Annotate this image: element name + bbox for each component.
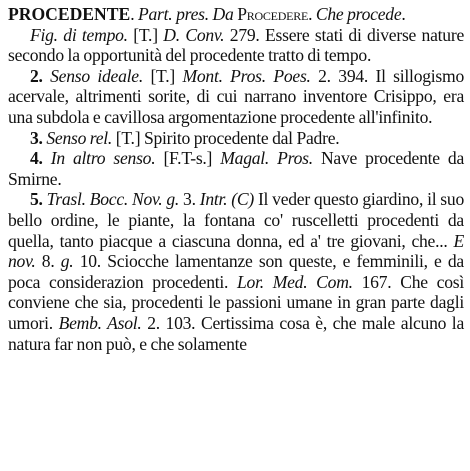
entry-header	[8, 4, 464, 25]
header-punct: .	[308, 4, 316, 24]
sense-1	[8, 25, 464, 66]
quote-text: Che così conviene che sia, procedenti le passioni umane in gran parte dagli umori.	[8, 271, 464, 333]
citation: Bocc. Nov. g.	[89, 189, 180, 210]
sense-3	[8, 128, 464, 149]
citation: Bemb. Asol.	[58, 312, 142, 333]
citation: Lor. Med. Com.	[237, 271, 353, 292]
citation-ref: 10.	[73, 251, 108, 272]
sense-text: Il sillogismo acervale, altrimenti sorite, di cui narrano inventore Crisippo, era una subdola e cavillosa argomentazione procedente all'infinito.	[8, 65, 465, 127]
dictionary-entry	[8, 4, 464, 354]
citation-ref: 279.	[224, 24, 266, 45]
sense-text: Spirito procedente dal Padre.	[143, 127, 340, 148]
citation: Magal. Pros.	[220, 148, 313, 169]
source-tag: [T.]	[112, 127, 144, 148]
quote-text: Certissima cosa è, che male alcuno la natura far non può, e che solamente	[8, 312, 464, 354]
sense-label: Trasl.	[42, 189, 90, 210]
quote-text: Il veder questo giardino, il suo bello ordine, le piante, la fontana co' ruscelletti procedenti da quella, tanto piacque a ciascuna donna, ed a' tre giovani, che...	[8, 189, 464, 251]
citation-ref: 3.	[179, 189, 200, 210]
source-tag: [T.]	[143, 65, 183, 86]
header-punct: .	[130, 4, 138, 24]
sense-text: Nave procedente da Smirne.	[8, 148, 464, 189]
sense-number: 2.	[30, 65, 43, 86]
sense-label: Senso ideale.	[42, 65, 144, 86]
sense-4	[8, 148, 464, 189]
citation-part: g.	[60, 251, 74, 272]
sense-5	[8, 189, 464, 354]
source-tag: [T.]	[127, 24, 164, 45]
sense-number: 4.	[30, 148, 43, 169]
gloss: Che procede	[315, 4, 402, 24]
citation-ref	[313, 148, 321, 168]
part-of-speech: Part. pres.	[138, 4, 209, 24]
citation: Mont. Pros. Poes.	[182, 65, 311, 86]
citation-ref: 2. 394.	[310, 65, 376, 86]
sense-2	[8, 66, 464, 128]
sense-label: Senso rel.	[42, 127, 113, 148]
headword: PROCEDENTE	[8, 4, 131, 24]
citation: E nov.	[8, 230, 464, 272]
source-tag: [F.T-s.]	[155, 148, 221, 169]
etymology-prefix: Da	[212, 4, 234, 24]
sense-number: 5.	[30, 189, 43, 210]
citation-ref: 167.	[352, 271, 401, 292]
citation: D. Conv.	[163, 24, 225, 45]
sense-number: 3.	[30, 127, 43, 148]
citation-part: Intr.	[199, 189, 228, 210]
quote-text: Sciocche lamentanze son queste, e femminili, e da poca considerazion procedenti.	[8, 251, 464, 292]
sense-text: Essere stati di diverse nature secondo la opportunità del procedente tratto di tempo.	[8, 24, 465, 66]
sense-label: In altro senso.	[42, 148, 156, 169]
citation-ref: 8.	[35, 251, 61, 272]
etymology-word: Procedere	[237, 4, 309, 24]
citation-ref: 2. 103.	[141, 312, 201, 333]
source-tag: (C)	[227, 189, 258, 210]
header-punct: .	[401, 4, 406, 24]
sense-label: Fig. di tempo.	[30, 24, 128, 45]
